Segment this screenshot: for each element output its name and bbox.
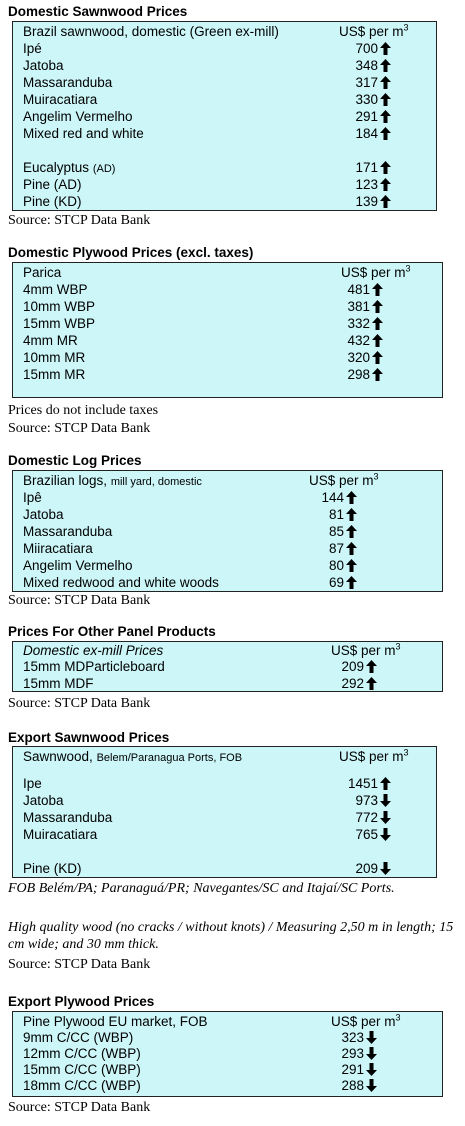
arrow-up-icon — [346, 491, 357, 504]
table-row — [13, 676, 442, 693]
table-row — [13, 41, 436, 58]
table-row — [13, 558, 442, 575]
arrow-up-icon — [380, 76, 391, 89]
arrow-down-icon — [366, 1047, 377, 1060]
header-label: Parica — [23, 265, 62, 280]
row-value: 1451 — [347, 776, 378, 791]
table-row — [13, 861, 436, 878]
row-value: 291 — [355, 109, 378, 124]
arrow-down-icon — [380, 794, 391, 807]
header-unit: US$ per $m^3$ — [309, 471, 379, 488]
table-header — [13, 24, 436, 41]
logs-title: Domestic Log Prices — [8, 453, 142, 468]
row-value: 184 — [355, 126, 378, 141]
row-label: Pine (KD) — [23, 194, 82, 209]
row-value: 69 — [328, 575, 344, 590]
table-header — [13, 473, 442, 490]
row-label: Angelim Vermelho — [23, 558, 133, 573]
arrow-up-icon — [380, 777, 391, 790]
table-row — [13, 58, 436, 75]
row-label: Miiracatiara — [23, 541, 93, 556]
row-label: Ipê — [23, 490, 42, 505]
row-value: 144 — [321, 490, 344, 505]
row-label: Jatoba — [23, 793, 64, 808]
row-value: 765 — [355, 827, 378, 842]
arrow-up-icon — [346, 576, 357, 589]
arrow-up-icon — [380, 195, 391, 208]
row-value: 288 — [341, 1078, 364, 1093]
table-row — [13, 524, 442, 541]
row-value: 700 — [355, 41, 378, 56]
row-label: Mixed redwood and white woods — [23, 575, 219, 590]
arrow-down-icon — [380, 811, 391, 824]
row-value: 432 — [347, 333, 370, 348]
row-label: 15mm MDF — [23, 676, 94, 691]
row-label: 15mm C/CC (WBP) — [23, 1062, 141, 1077]
header-unit: US$ per $m^3$ — [339, 22, 409, 39]
table-header — [13, 643, 442, 660]
source-note: Source: STCP Data Bank — [8, 957, 151, 972]
source-note: Source: STCP Data Bank — [8, 1100, 151, 1115]
row-value: 292 — [341, 676, 364, 691]
arrow-up-icon — [372, 351, 383, 364]
table-header — [13, 749, 436, 766]
table-row — [13, 75, 436, 92]
table-row — [13, 92, 436, 109]
row-value: 320 — [347, 350, 370, 365]
arrow-up-icon — [372, 368, 383, 381]
quality-note: High quality wood (no cracks / without knots) / Measuring 2,50 m in length; 15 cm wide; and 30 mm thick. — [8, 920, 454, 952]
arrow-up-icon — [372, 300, 383, 313]
row-value: 139 — [355, 194, 378, 209]
ports-note: FOB Belém/PA; Paranaguá/PR; Navegantes/SC and Itajaí/SC Ports. — [8, 881, 395, 896]
row-label: Ipe — [23, 776, 42, 791]
row-label: 4mm MR — [23, 333, 78, 348]
row-label: 12mm C/CC (WBP) — [23, 1046, 141, 1061]
logs-table — [12, 470, 443, 592]
arrow-up-icon — [380, 127, 391, 140]
row-label: 10mm MR — [23, 350, 86, 365]
row-value: 87 — [328, 541, 344, 556]
header-unit: US$ per $m^3$ — [331, 1012, 401, 1029]
table-header — [13, 1014, 442, 1031]
table-row — [13, 160, 436, 177]
table-row — [13, 282, 442, 299]
table-row — [13, 367, 442, 384]
row-label: 4mm WBP — [23, 282, 88, 297]
row-label: Muiracatiara — [23, 827, 98, 842]
row-value: 80 — [328, 558, 344, 573]
arrow-up-icon — [372, 317, 383, 330]
table-row — [13, 177, 436, 194]
export-plywood-title: Export Plywood Prices — [8, 994, 155, 1009]
table-row — [13, 810, 436, 827]
arrow-up-icon — [366, 677, 377, 690]
row-label: Mixed red and white — [23, 126, 144, 141]
header-label: Brazil sawnwood, domestic (Green ex-mill) — [23, 24, 279, 39]
row-value: 81 — [328, 507, 344, 522]
row-label: Eucalyptus (AD) — [23, 160, 116, 175]
row-value: 323 — [341, 1030, 364, 1045]
row-label: Massaranduba — [23, 810, 113, 825]
arrow-up-icon — [346, 525, 357, 538]
arrow-down-icon — [366, 1079, 377, 1092]
export-plywood-table — [12, 1011, 443, 1097]
table-row — [13, 507, 442, 524]
table-row — [13, 490, 442, 507]
row-value: 973 — [355, 793, 378, 808]
row-value: 772 — [355, 810, 378, 825]
row-label: 15mm MR — [23, 367, 86, 382]
arrow-down-icon — [380, 862, 391, 875]
arrow-down-icon — [366, 1063, 377, 1076]
row-label: Massaranduba — [23, 75, 113, 90]
row-label: 15mm WBP — [23, 316, 96, 331]
row-label: 9mm C/CC (WBP) — [23, 1030, 134, 1045]
table-row — [13, 659, 442, 676]
table-row — [13, 350, 442, 367]
row-label: Muiracatiara — [23, 92, 98, 107]
table-row — [13, 541, 442, 558]
table-row — [13, 109, 436, 126]
arrow-up-icon — [346, 559, 357, 572]
row-value: 381 — [347, 299, 370, 314]
row-value: 123 — [355, 177, 378, 192]
row-value: 481 — [347, 282, 370, 297]
arrow-down-icon — [366, 1031, 377, 1044]
arrow-up-icon — [380, 93, 391, 106]
table-row — [13, 299, 442, 316]
header-label: Domestic ex-mill Prices — [23, 643, 164, 658]
row-label: Ipé — [23, 41, 42, 56]
table-row — [13, 827, 436, 844]
row-label: 18mm C/CC (WBP) — [23, 1078, 141, 1093]
arrow-up-icon — [380, 42, 391, 55]
table-row — [13, 194, 436, 211]
header-unit: US$ per $m^3$ — [341, 263, 411, 280]
header-label: Pine Plywood EU market, FOB — [23, 1014, 208, 1029]
header-unit: US$ per $m^3$ — [339, 747, 409, 764]
row-value: 348 — [355, 58, 378, 73]
arrow-down-icon — [380, 828, 391, 841]
plywood-table — [12, 262, 443, 398]
table-row — [13, 1062, 442, 1079]
row-label: Jatoba — [23, 58, 64, 73]
row-value: 317 — [355, 75, 378, 90]
row-label: Angelim Vermelho — [23, 109, 133, 124]
table-row — [13, 126, 436, 143]
panels-title: Prices For Other Panel Products — [8, 624, 216, 639]
row-label: Jatoba — [23, 507, 64, 522]
table-row — [13, 1046, 442, 1063]
table-row — [13, 333, 442, 350]
arrow-up-icon — [346, 508, 357, 521]
row-label: Massaranduba — [23, 524, 113, 539]
source-note: Source: STCP Data Bank — [8, 696, 151, 711]
table-header — [13, 265, 442, 282]
row-label: Pine (KD) — [23, 861, 82, 876]
header-unit: US$ per $m^3$ — [331, 641, 401, 658]
table-row — [13, 776, 436, 793]
table-row — [13, 1030, 442, 1047]
source-note: Source: STCP Data Bank — [8, 593, 151, 608]
row-label: 10mm WBP — [23, 299, 96, 314]
row-value: 293 — [341, 1046, 364, 1061]
arrow-up-icon — [346, 542, 357, 555]
export-sawnwood-title: Export Sawnwood Prices — [8, 730, 170, 745]
header-label: Brazilian logs, mill yard, domestic — [23, 473, 202, 488]
arrow-up-icon — [380, 161, 391, 174]
plywood-title: Domestic Plywood Prices (excl. taxes) — [8, 245, 254, 260]
export-sawnwood-table — [12, 746, 437, 878]
arrow-up-icon — [380, 110, 391, 123]
panels-table — [12, 641, 443, 692]
table-row — [13, 575, 442, 592]
row-value: 291 — [341, 1062, 364, 1077]
sawnwood-title: Domestic Sawnwood Prices — [8, 4, 188, 19]
row-value: 298 — [347, 367, 370, 382]
source-note: Source: STCP Data Bank — [8, 421, 151, 436]
row-value: 85 — [328, 524, 344, 539]
arrow-up-icon — [372, 334, 383, 347]
row-value: 330 — [355, 92, 378, 107]
row-value: 171 — [355, 160, 378, 175]
table-row — [13, 793, 436, 810]
sawnwood-table — [12, 21, 437, 211]
row-value: 332 — [347, 316, 370, 331]
row-label: 15mm MDParticleboard — [23, 659, 165, 674]
row-label: Pine (AD) — [23, 177, 82, 192]
header-label: Sawnwood, Belem/Paranagua Ports, FOB — [23, 749, 243, 764]
plywood-note: Prices do not include taxes — [8, 403, 159, 418]
row-value: 209 — [355, 861, 378, 876]
arrow-up-icon — [372, 283, 383, 296]
table-row — [13, 316, 442, 333]
source-note: Source: STCP Data Bank — [8, 213, 151, 228]
row-value: 209 — [341, 659, 364, 674]
table-row — [13, 1078, 442, 1095]
arrow-up-icon — [380, 59, 391, 72]
arrow-up-icon — [366, 660, 377, 673]
arrow-up-icon — [380, 178, 391, 191]
